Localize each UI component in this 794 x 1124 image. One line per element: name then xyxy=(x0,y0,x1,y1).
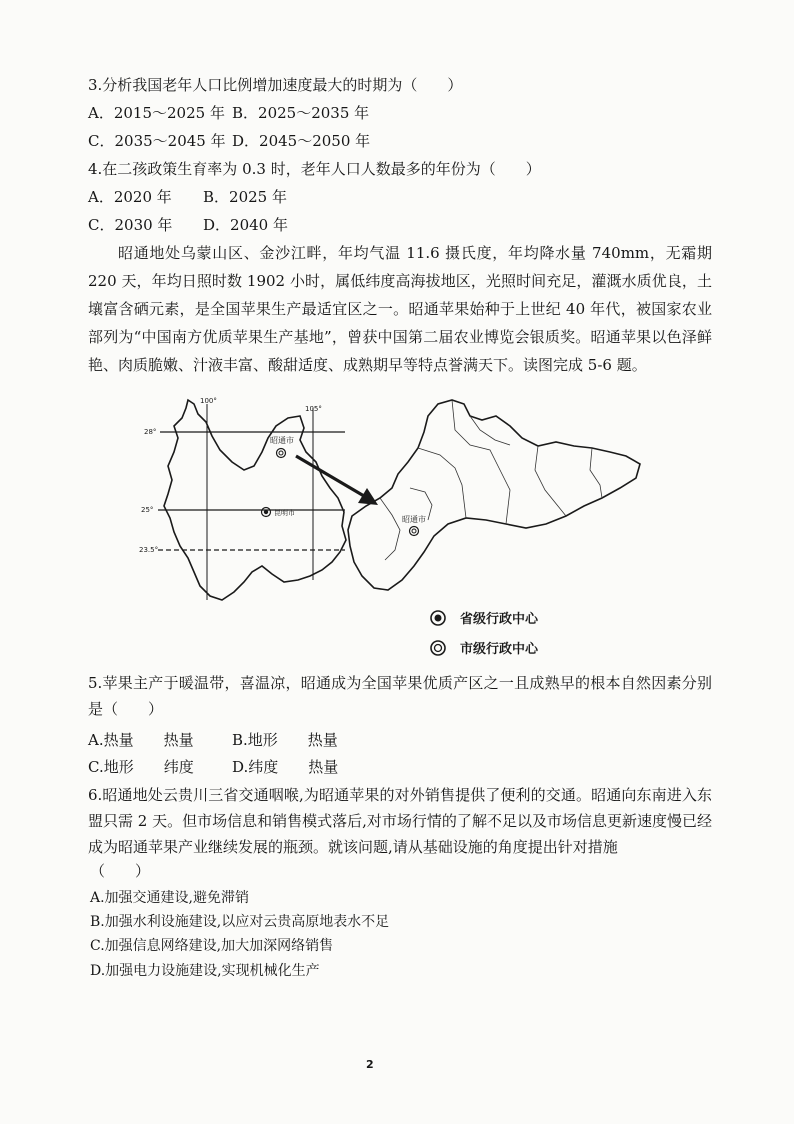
q5-option-c: C.地形 纬度 xyxy=(88,758,194,776)
zoom-arrow-head xyxy=(358,488,378,505)
legend-provincial-marker-dot xyxy=(435,615,442,622)
county-boundary-3 xyxy=(470,416,510,445)
q5-stem: 5.苹果主产于暖温带，喜温凉，昭通成为全国苹果优质产区之一且成熟早的根本自然因素分别是（ ） xyxy=(88,674,712,718)
q6-option-c: C.加强信息网络建设,加大加深网络销售 xyxy=(90,938,334,954)
zoom-arrow-shaft xyxy=(296,456,364,496)
page-number: 2 xyxy=(366,1058,374,1071)
longitude-label-100: 100° xyxy=(200,397,217,405)
county-boundary-1 xyxy=(418,448,466,518)
legend-municipal-label: 市级行政中心 xyxy=(460,642,539,657)
longitude-label-105: 105° xyxy=(305,405,322,413)
q5-option-b: B.地形 热量 xyxy=(232,731,338,749)
legend-municipal-marker-inner xyxy=(435,645,442,652)
detail-zhaotong-label: 昭通市 xyxy=(402,515,426,524)
zhaotong-label: 昭通市 xyxy=(270,436,294,445)
zhaotong-marker-outer xyxy=(277,449,286,458)
legend-provincial-label: 省级行政中心 xyxy=(460,612,539,627)
detail-zhaotong-marker-inner xyxy=(412,529,416,533)
q6-stem: 6.昭通地处云贵川三省交通咽喉,为昭通苹果的对外销售提供了便利的交通。昭通向东南进入东盟只需 2 天。但市场信息和销售模式落后,对市场行情的了解不足以及市场信息更新速度慢已经成为昭通苹果产业继续发展的瓶颈。就该问题,请从基础设施的角度提出针对措施 xyxy=(88,786,712,856)
q3-option-d: D．2045～2050 年 xyxy=(232,132,371,150)
legend-municipal-marker-outer xyxy=(431,641,445,655)
latitude-label-25: 25° xyxy=(141,506,154,514)
zhaotong-location-map xyxy=(130,390,650,665)
q6-option-d: D.加强电力设施建设,实现机械化生产 xyxy=(90,963,320,979)
kunming-label: 昆明市 xyxy=(274,509,295,517)
q4-option-c: C．2030 年 xyxy=(88,216,173,234)
zhaotong-marker-inner xyxy=(279,451,283,455)
q5-option-d: D.纬度 热量 xyxy=(232,758,339,776)
kunming-marker-dot xyxy=(264,510,268,514)
county-boundary-4 xyxy=(535,446,566,516)
q4-stem: 4.在二孩政策生育率为 0.3 时，老年人口人数最多的年份为（ ） xyxy=(88,160,541,178)
q3-option-c: C．2035～2045 年 xyxy=(88,132,226,150)
county-boundary-6 xyxy=(590,448,602,498)
q4-option-b: B．2025 年 xyxy=(203,188,287,206)
q3-option-a: A．2015～2025 年 xyxy=(88,104,225,122)
q6-answer-bracket: （ ） xyxy=(90,862,151,880)
q4-option-a: A．2020 年 xyxy=(88,188,172,206)
q5-option-a: A.热量 热量 xyxy=(88,731,194,749)
q4-option-d: D．2040 年 xyxy=(203,216,288,234)
detail-zhaotong-marker-outer xyxy=(410,527,419,536)
q6-option-b: B.加强水利设施建设,以应对云贵高原地表水不足 xyxy=(90,914,390,930)
county-boundary-2 xyxy=(452,400,510,524)
latitude-label-23-5: 23.5° xyxy=(139,546,159,554)
q6-option-a: A.加强交通建设,避免滞销 xyxy=(90,890,250,906)
latitude-label-28: 28° xyxy=(144,428,157,436)
reading-passage: 昭通地处乌蒙山区、金沙江畔，年均气温 11.6 摄氏度，年均降水量 740mm，无霜期 220 天，年均日照时数 1902 小时，属低纬度高海拔地区，光照时间充足，灌溉水质优良，土壤富含硒元素，是全国苹果生产最适宜区之一。昭通苹果始种于上世纪 40 年代，被国家农业部列为“中国南方优质苹果生产基地”，曾获中国第二届农业博览会银质奖。昭通苹果以色泽鲜艳、肉质脆嫩、汁液丰富、酸甜适度、成熟期早等特点誉满天下。读图完成 5-6 题。 xyxy=(88,244,712,374)
yunnan-province-outline xyxy=(164,400,346,600)
county-boundary-5 xyxy=(380,498,400,560)
q3-stem: 3.分析我国老年人口比例增加速度最大的时期为（ ） xyxy=(88,76,463,94)
q3-option-b: B．2025～2035 年 xyxy=(232,104,370,122)
zhaotong-prefecture-outline xyxy=(348,400,640,590)
